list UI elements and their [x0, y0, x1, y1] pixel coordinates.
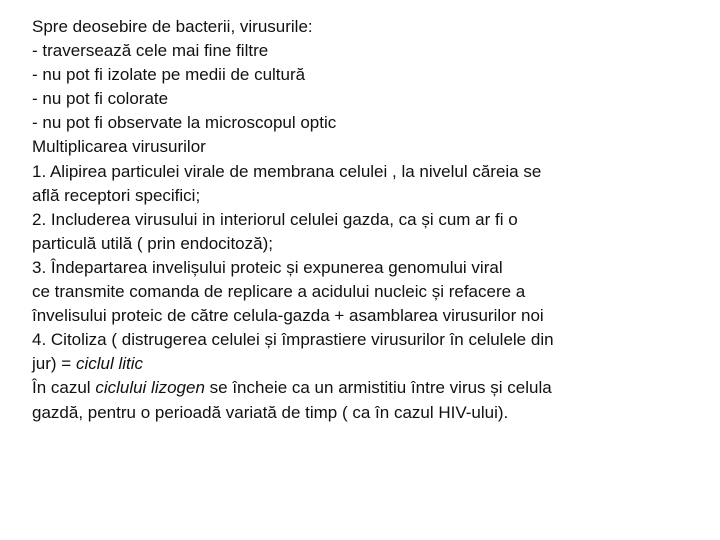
bullet-optical-microscope: - nu pot fi observate la microscopul optic	[32, 113, 337, 133]
step3-line1: 3. Îndepartarea invelișului proteic și expunerea genomului viral	[32, 257, 503, 277]
slide-text	[32, 15, 702, 425]
step1-line1: 1. Alipirea particulei virale de membrana celulei , la nivelul căreia se	[32, 161, 542, 181]
step2-line2: particulă utilă ( prin endocitoză);	[32, 233, 273, 253]
bullet-culture-media: - nu pot fi izolate pe medii de cultură	[32, 65, 306, 85]
intro-heading: Spre deosebire de bacterii, virusurile:	[32, 17, 313, 36]
lysogenic-prefix: În cazul	[32, 378, 96, 398]
lytic-cycle-term: ciclul litic	[75, 354, 143, 374]
bullet-staining: - nu pot fi colorate	[32, 89, 169, 109]
step1-line2: află receptori specifici;	[32, 185, 201, 205]
step4-line2	[32, 352, 702, 376]
lysogenic-suffix: se încheie ca un armistitiu între virus și celula	[204, 378, 552, 398]
step4-line1: 4. Citoliza ( distrugerea celulei și împrastiere virusurilor în celulele din	[32, 330, 554, 350]
step3-line3: învelisului proteic de către celula-gazda + asamblarea virusurilor noi	[32, 306, 544, 326]
step4-prefix: jur) =	[32, 354, 76, 374]
lysogenic-cycle-term: ciclului lizogen	[95, 378, 205, 398]
bullet-filters: - traversează cele mai fine filtre	[32, 41, 269, 61]
multiplication-heading: Multiplicarea virusurilor	[32, 137, 206, 157]
step2-line1: 2. Includerea virusului in interiorul celulei gazda, ca și cum ar fi o	[32, 209, 518, 229]
lysogenic-line1	[32, 376, 702, 400]
step3-line2: ce transmite comanda de replicare a acidului nucleic și refacere a	[32, 282, 526, 302]
lysogenic-line2: gazdă, pentru o perioadă variată de timp ( ca în cazul HIV-ului).	[32, 402, 509, 422]
